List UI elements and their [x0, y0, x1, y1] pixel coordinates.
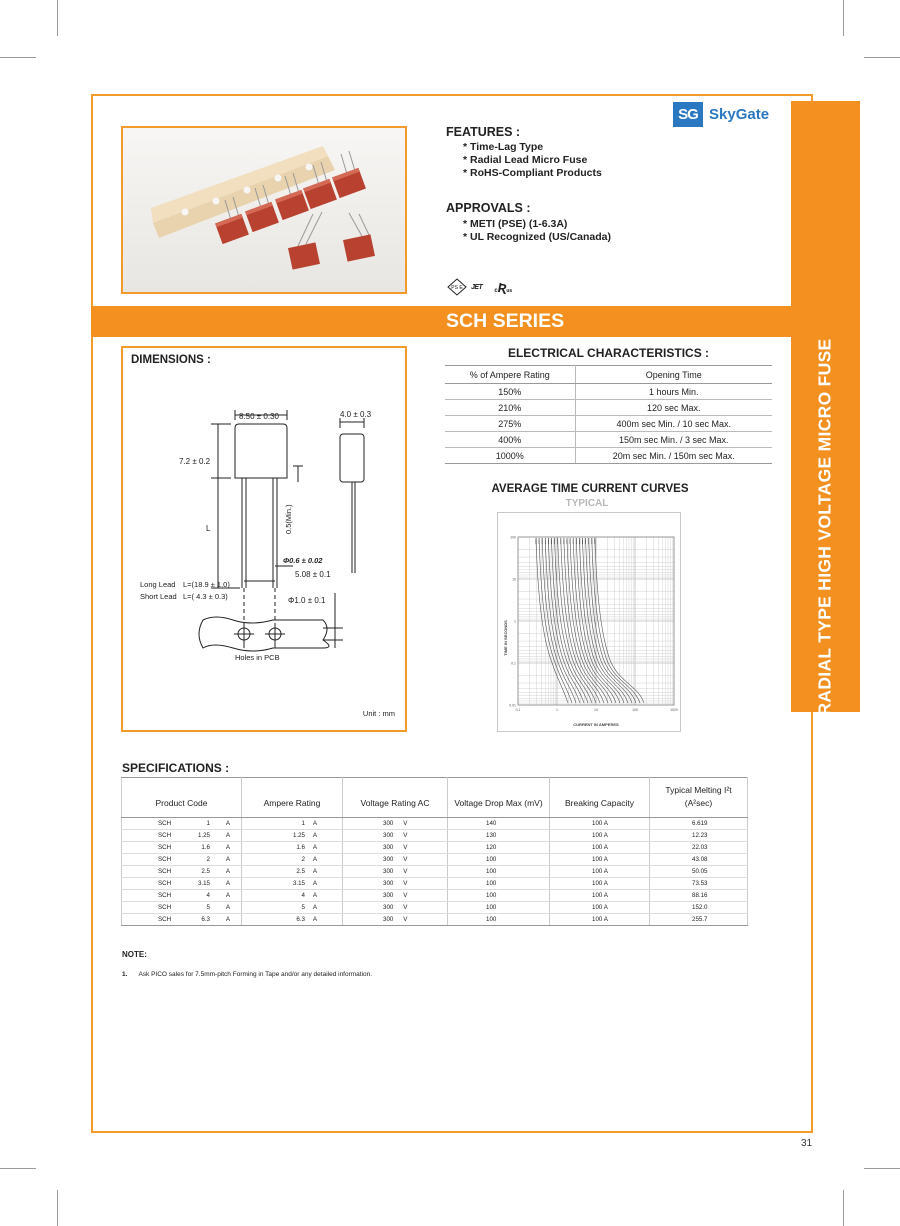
voltage-drop-cell — [448, 842, 550, 854]
cell-value: 100 A — [592, 820, 608, 827]
melting-i2t-cell — [650, 902, 748, 914]
cell-value: A — [312, 820, 317, 827]
product-code-cell — [122, 830, 242, 842]
voltage-rating-cell — [343, 854, 448, 866]
cell-value: 3.15 — [292, 880, 305, 887]
cell-value: A — [225, 832, 230, 839]
cell-value: SCH — [158, 916, 172, 923]
cell-value: 100 A — [592, 916, 608, 923]
crop-mark — [864, 57, 900, 58]
cell-value: 255.7 — [692, 916, 708, 923]
holes-label: Holes in PCB — [235, 653, 280, 662]
voltage-drop-cell — [448, 914, 550, 926]
dim-depth-label: 4.0 ± 0.3 — [340, 410, 372, 419]
curves-title: AVERAGE TIME CURRENT CURVES — [491, 483, 689, 495]
cell-value: 6.3 — [201, 916, 210, 923]
cell-value: 1 — [206, 820, 210, 827]
cell-value: 100 — [486, 892, 497, 899]
ul-c-label: c — [494, 287, 498, 294]
cell-value: 4 — [206, 892, 210, 899]
voltage-rating-cell — [343, 914, 448, 926]
ul-us-label: us — [506, 287, 513, 294]
approval-item: * UL Recognized (US/Canada) — [463, 231, 611, 243]
series-band — [91, 306, 791, 337]
i2t-header-line2: (A²sec) — [684, 798, 713, 809]
dim-l-label: L — [206, 524, 211, 533]
electrical-title: ELECTRICAL CHARACTERISTICS : — [507, 346, 710, 360]
table-row — [122, 890, 748, 902]
cell-value: A — [225, 916, 230, 923]
cell-value: A — [312, 844, 317, 851]
column-header: % of Ampere Rating — [445, 366, 575, 384]
table-row — [122, 902, 748, 914]
column-header: Ampere Rating — [242, 778, 343, 818]
electrical-table — [445, 365, 772, 464]
cell-value: A — [225, 892, 230, 899]
cell-value: 1.25 — [292, 832, 305, 839]
cell-value: A — [312, 880, 317, 887]
cell-value: 100 — [486, 868, 497, 875]
long-lead-value: L=(18.9 ± 1.0) — [183, 580, 230, 589]
time-current-curve — [579, 540, 624, 703]
cell-value: 100 A — [592, 892, 608, 899]
y-tick-label: 1 — [514, 619, 516, 624]
column-header: Product Code — [122, 778, 242, 818]
breaking-capacity-cell — [550, 866, 650, 878]
short-lead-label: Short Lead — [140, 592, 177, 601]
x-tick-label: 1000 — [670, 708, 678, 712]
cell-value: SCH — [158, 904, 172, 911]
cell-value: 1 — [301, 820, 305, 827]
crop-mark — [0, 1168, 36, 1169]
hole-dia-label: Φ1.0 ± 0.1 — [288, 596, 326, 605]
voltage-rating-cell — [343, 902, 448, 914]
cell-value: 50.05 — [692, 868, 708, 875]
product-code-cell — [122, 902, 242, 914]
dimension-drawing — [123, 348, 405, 730]
ampere-rating-cell — [242, 830, 343, 842]
cell-value: A — [312, 868, 317, 875]
x-tick-label: 0.1 — [515, 708, 521, 712]
short-lead-value: L=( 4.3 ± 0.3) — [183, 592, 228, 601]
curves-ylabel: TIME IN SECONDS — [503, 620, 508, 656]
product-code-cell — [122, 818, 242, 830]
voltage-drop-cell — [448, 902, 550, 914]
time-current-curve — [558, 540, 596, 703]
cell-value: V — [403, 916, 408, 923]
cell-value: A — [312, 856, 317, 863]
cell-value: V — [403, 844, 408, 851]
product-code-cell — [122, 866, 242, 878]
cell-value: A — [312, 832, 317, 839]
column-header: Opening Time — [575, 366, 772, 384]
cell-value: 100 — [486, 904, 497, 911]
time-current-curve — [583, 540, 629, 703]
note-item — [122, 971, 372, 978]
cell-value: A — [225, 868, 230, 875]
specifications-table — [121, 777, 748, 926]
table-cell: 20m sec Min. / 150m sec Max. — [575, 448, 772, 464]
cell-value: SCH — [158, 856, 172, 863]
breaking-capacity-cell — [550, 854, 650, 866]
curves-graph — [497, 512, 681, 732]
y-tick-label: 0.01 — [509, 703, 516, 708]
page-number: 31 — [801, 1138, 813, 1149]
cell-value: V — [403, 856, 408, 863]
table-row — [445, 384, 772, 400]
cell-value: 300 — [383, 832, 394, 839]
table-cell: 275% — [445, 416, 575, 432]
cell-value: 300 — [383, 820, 394, 827]
cell-value: A — [312, 916, 317, 923]
cell-value: 12.23 — [692, 832, 708, 839]
voltage-rating-cell — [343, 830, 448, 842]
cell-value: 73.53 — [692, 880, 708, 887]
cell-value: 1.6 — [201, 844, 210, 851]
cell-value: 5 — [301, 904, 305, 911]
pse-label: PS E — [451, 285, 463, 291]
crop-mark — [0, 57, 36, 58]
brand-mark: SG — [673, 102, 703, 127]
cell-value: 6.619 — [692, 820, 708, 827]
approval-item: * METI (PSE) (1-6.3A) — [463, 218, 568, 230]
cell-value: 100 A — [592, 904, 608, 911]
cell-value: 1.25 — [197, 832, 210, 839]
product-code-cell — [122, 890, 242, 902]
table-row — [445, 416, 772, 432]
voltage-rating-cell — [343, 842, 448, 854]
cell-value: V — [403, 892, 408, 899]
cell-value: A — [225, 904, 230, 911]
voltage-drop-cell — [448, 878, 550, 890]
curves-xlabel: CURRENT IN AMPERES — [573, 722, 619, 727]
side-title: RADIAL TYPE HIGH VOLTAGE MICRO FUSE — [814, 338, 835, 716]
table-header-row — [445, 366, 772, 384]
feature-item: * Time-Lag Type — [463, 141, 544, 153]
product-code-cell — [122, 914, 242, 926]
table-cell: 1000% — [445, 448, 575, 464]
cell-value: SCH — [158, 832, 172, 839]
cell-value: 140 — [486, 820, 497, 827]
cell-value: 43.08 — [692, 856, 708, 863]
dim-height-label: 7.2 ± 0.2 — [179, 457, 211, 466]
table-cell: 120 sec Max. — [575, 400, 772, 416]
cell-value: 100 A — [592, 832, 608, 839]
table-cell: 210% — [445, 400, 575, 416]
cell-value: 100 A — [592, 844, 608, 851]
breaking-capacity-cell — [550, 902, 650, 914]
dim-pitch-label: 5.08 ± 0.1 — [295, 570, 331, 579]
voltage-rating-cell — [343, 878, 448, 890]
cell-value: A — [312, 904, 317, 911]
cell-value: V — [403, 868, 408, 875]
cell-value: 6.3 — [296, 916, 305, 923]
product-code-cell — [122, 854, 242, 866]
crop-mark — [57, 0, 58, 36]
cell-value: 100 A — [592, 880, 608, 887]
cell-value: V — [403, 820, 408, 827]
table-cell: 1 hours Min. — [575, 384, 772, 400]
y-tick-label: 100 — [510, 535, 516, 540]
curves-subtitle: TYPICAL — [565, 498, 609, 509]
column-header: Voltage Drop Max (mV) — [448, 778, 550, 818]
cell-value: 22.03 — [692, 844, 708, 851]
ampere-rating-cell — [242, 914, 343, 926]
ampere-rating-cell — [242, 866, 343, 878]
cell-value: 300 — [383, 904, 394, 911]
cell-value: SCH — [158, 844, 172, 851]
cell-value: 100 — [486, 880, 497, 887]
table-row — [122, 866, 748, 878]
table-cell: 400m sec Min. / 10 sec Max. — [575, 416, 772, 432]
cell-value: 300 — [383, 844, 394, 851]
ampere-rating-cell — [242, 842, 343, 854]
table-row — [122, 878, 748, 890]
breaking-capacity-cell — [550, 878, 650, 890]
approvals-heading: APPROVALS : — [446, 201, 531, 215]
voltage-rating-cell — [343, 890, 448, 902]
voltage-drop-cell — [448, 854, 550, 866]
column-header — [650, 778, 748, 818]
dimensions-heading: DIMENSIONS : — [131, 354, 211, 366]
cell-value: A — [225, 856, 230, 863]
ampere-rating-cell — [242, 854, 343, 866]
fuse-photo-illustration — [123, 128, 405, 292]
table-row — [122, 842, 748, 854]
specifications-title: SPECIFICATIONS : — [122, 761, 230, 775]
y-tick-label: 0.1 — [511, 661, 516, 666]
crop-mark — [843, 1190, 844, 1226]
table-row — [122, 914, 748, 926]
time-current-curve — [573, 540, 616, 703]
column-header: Breaking Capacity — [550, 778, 650, 818]
breaking-capacity-cell — [550, 914, 650, 926]
voltage-rating-cell — [343, 866, 448, 878]
crop-mark — [57, 1190, 58, 1226]
ampere-rating-cell — [242, 818, 343, 830]
dim-lead-dia-label: Φ0.6 ± 0.02 — [283, 556, 323, 565]
feature-item: * Radial Lead Micro Fuse — [463, 154, 588, 166]
dim-min-label: 0.5(Min.) — [284, 504, 293, 534]
cell-value: 300 — [383, 868, 394, 875]
jet-mark-icon: JET — [471, 283, 483, 291]
cell-value: 300 — [383, 856, 394, 863]
breaking-capacity-cell — [550, 830, 650, 842]
melting-i2t-cell — [650, 878, 748, 890]
pse-mark-icon — [447, 278, 467, 296]
cell-value: 100 A — [592, 856, 608, 863]
table-cell: 150% — [445, 384, 575, 400]
x-tick-label: 1 — [556, 708, 558, 712]
y-tick-label: 10 — [512, 577, 516, 582]
series-title: SCH SERIES — [446, 310, 565, 332]
melting-i2t-cell — [650, 866, 748, 878]
cell-value: 100 A — [592, 868, 608, 875]
product-photo — [121, 126, 407, 294]
breaking-capacity-cell — [550, 890, 650, 902]
cell-value: 3.15 — [197, 880, 210, 887]
cell-value: 120 — [486, 844, 497, 851]
cell-value: 2.5 — [201, 868, 210, 875]
cell-value: SCH — [158, 868, 172, 875]
melting-i2t-cell — [650, 854, 748, 866]
crop-mark — [864, 1168, 900, 1169]
cell-value: 4 — [301, 892, 305, 899]
melting-i2t-cell — [650, 818, 748, 830]
note-text: Ask PICO sales for 7.5mm-pitch Forming in Tape and/or any detailed information. — [138, 971, 373, 978]
cell-value: 100 — [486, 916, 497, 923]
i2t-header-line1: Typical Melting I²t — [665, 784, 732, 795]
features-heading: FEATURES : — [446, 125, 521, 139]
crop-mark — [843, 0, 844, 36]
voltage-drop-cell — [448, 830, 550, 842]
cell-value: V — [403, 880, 408, 887]
cell-value: V — [403, 832, 408, 839]
dimensions-box — [121, 346, 407, 732]
cell-value: 152.0 — [692, 904, 708, 911]
melting-i2t-cell — [650, 914, 748, 926]
cell-value: A — [225, 880, 230, 887]
curves-plot — [498, 513, 680, 731]
melting-i2t-cell — [650, 830, 748, 842]
column-header: Voltage Rating AC — [343, 778, 448, 818]
brand-name: SkyGate — [709, 106, 770, 123]
long-lead-label: Long Lead — [140, 580, 176, 589]
cell-value: 2 — [206, 856, 210, 863]
table-row — [122, 818, 748, 830]
voltage-drop-cell — [448, 866, 550, 878]
ampere-rating-cell — [242, 902, 343, 914]
cell-value: 1.6 — [296, 844, 305, 851]
table-row — [445, 448, 772, 464]
cell-value: 300 — [383, 880, 394, 887]
cell-value: A — [225, 820, 230, 827]
brand-logo — [673, 102, 769, 127]
cell-value: 300 — [383, 892, 394, 899]
cell-value: 2.5 — [296, 868, 305, 875]
cell-value: SCH — [158, 880, 172, 887]
cell-value: 5 — [206, 904, 210, 911]
dim-width-label: 8.50 ± 0.30 — [239, 412, 279, 421]
note-title: NOTE: — [122, 950, 147, 959]
table-header-row — [122, 778, 748, 818]
breaking-capacity-cell — [550, 842, 650, 854]
table-row — [445, 400, 772, 416]
melting-i2t-cell — [650, 890, 748, 902]
cell-value: 100 — [486, 856, 497, 863]
cell-value: SCH — [158, 820, 172, 827]
cell-value: 88.16 — [692, 892, 708, 899]
ul-mark-icon: c Ʀ us — [494, 279, 513, 295]
cell-value: SCH — [158, 892, 172, 899]
ampere-rating-cell — [242, 890, 343, 902]
cell-value: 130 — [486, 832, 497, 839]
cell-value: 2 — [301, 856, 305, 863]
voltage-drop-cell — [448, 890, 550, 902]
cell-value: V — [403, 904, 408, 911]
product-code-cell — [122, 842, 242, 854]
x-tick-label: 10 — [594, 708, 598, 712]
table-row — [122, 830, 748, 842]
x-tick-label: 100 — [632, 708, 638, 712]
table-cell: 150m sec Min. / 3 sec Max. — [575, 432, 772, 448]
table-row — [122, 854, 748, 866]
product-code-cell — [122, 878, 242, 890]
cell-value: A — [225, 844, 230, 851]
voltage-drop-cell — [448, 818, 550, 830]
cell-value: A — [312, 892, 317, 899]
cell-value: 300 — [383, 916, 394, 923]
feature-item: * RoHS-Compliant Products — [463, 167, 602, 179]
table-row — [445, 432, 772, 448]
voltage-rating-cell — [343, 818, 448, 830]
approval-logos — [447, 278, 512, 296]
table-cell: 400% — [445, 432, 575, 448]
unit-label: Unit : mm — [362, 709, 395, 718]
note-number: 1. — [122, 971, 128, 978]
ampere-rating-cell — [242, 878, 343, 890]
breaking-capacity-cell — [550, 818, 650, 830]
melting-i2t-cell — [650, 842, 748, 854]
